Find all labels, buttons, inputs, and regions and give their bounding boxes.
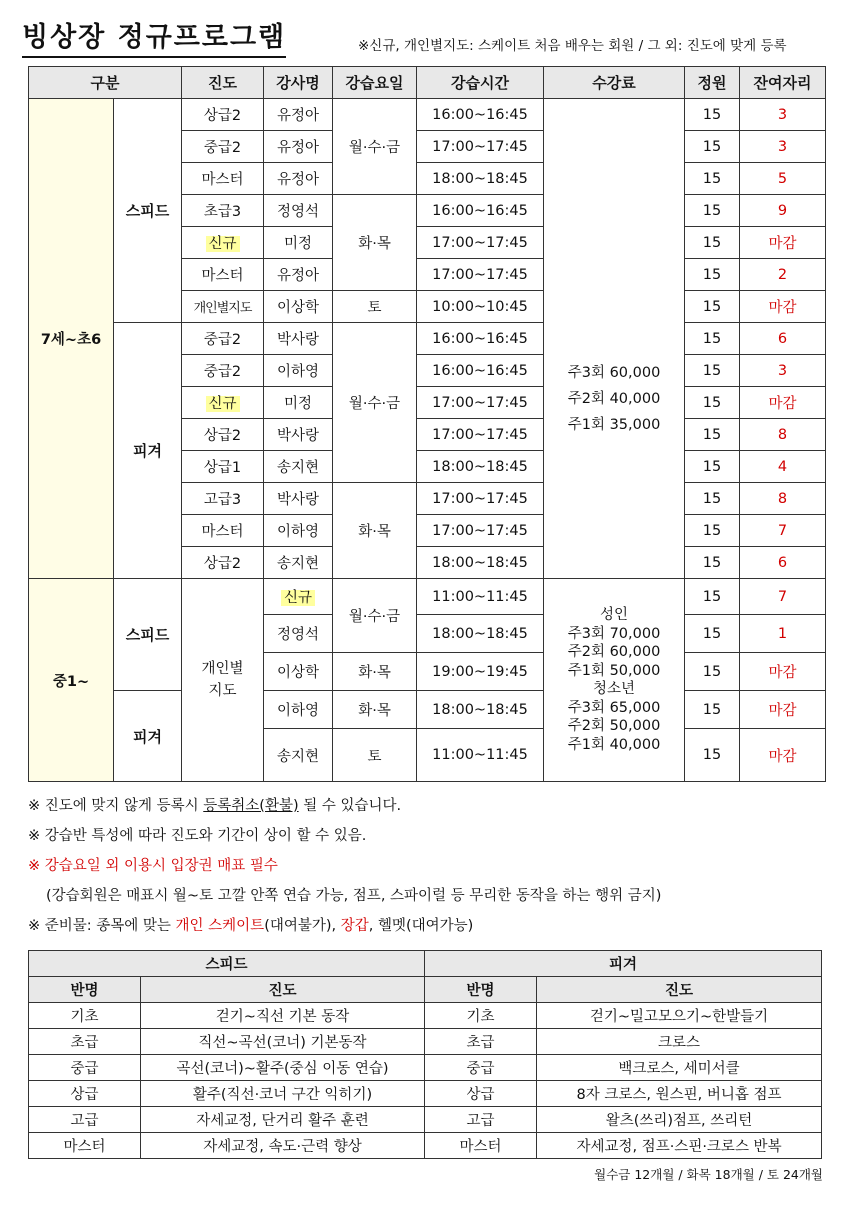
remaining-cell: 6 (740, 547, 826, 579)
sport-speed: 스피드 (114, 579, 182, 691)
figure-progress: 왈츠(쓰리)점프, 쓰리턴 (537, 1107, 822, 1133)
time-cell: 16:00~16:45 (417, 355, 544, 387)
remaining-cell: 마감 (740, 291, 826, 323)
note-text: ※ 진도에 맞지 않게 등록시 (28, 798, 204, 814)
highlighted-level: 신규 (206, 396, 240, 412)
remaining-cell: 3 (740, 355, 826, 387)
days-cell: 월·수·금 (333, 323, 417, 483)
time-cell: 16:00~16:45 (417, 323, 544, 355)
schedule-table (28, 66, 826, 782)
level-col-class: 반명 (425, 977, 537, 1003)
remaining-cell: 2 (740, 259, 826, 291)
fee-line: 주3회 70,000 (567, 625, 661, 642)
days-cell: 토 (333, 729, 417, 782)
level-cell: 마스터 (182, 259, 264, 291)
speed-progress: 활주(직선·코너 구간 익히기) (141, 1081, 425, 1107)
header-category: 구분 (29, 67, 182, 99)
teacher-cell: 미정 (264, 227, 333, 259)
level-cell: 초급3 (182, 195, 264, 227)
time-cell: 18:00~18:45 (417, 615, 544, 653)
table-row (29, 323, 826, 355)
time-cell: 17:00~17:45 (417, 387, 544, 419)
fee-line: 주2회 50,000 (567, 718, 661, 734)
age-group-junior: 7세~초6 (29, 99, 114, 579)
sport-figure: 피겨 (114, 691, 182, 782)
note-red: 장갑 (340, 918, 369, 934)
capacity-cell: 15 (685, 195, 740, 227)
class-name: 마스터 (425, 1133, 537, 1159)
highlighted-level: 신규 (281, 590, 315, 606)
note-text: (대여불가), (264, 918, 341, 934)
time-cell: 17:00~17:45 (417, 259, 544, 291)
individual-lesson-cell (182, 579, 264, 782)
teacher-cell: 박사랑 (264, 419, 333, 451)
teacher-cell: 이하영 (264, 691, 333, 729)
individual-line: 개인별 (201, 661, 244, 677)
class-name: 고급 (425, 1107, 537, 1133)
teacher-cell: 유정아 (264, 163, 333, 195)
capacity-cell: 15 (685, 691, 740, 729)
days-cell: 월·수·금 (333, 579, 417, 653)
remaining-cell: 7 (740, 515, 826, 547)
time-cell: 18:00~18:45 (417, 547, 544, 579)
time-cell: 17:00~17:45 (417, 131, 544, 163)
level-cell: 중급2 (182, 131, 264, 163)
remaining-cell: 5 (740, 163, 826, 195)
note-practice: (강습회원은 매표시 월~토 고깔 안쪽 연습 가능, 점프, 스파이럴 등 무리한 동작을 하는 행위 금지) (46, 888, 662, 904)
figure-progress: 걷기~밀고모으기~한발들기 (537, 1003, 822, 1029)
header-remaining: 잔여자리 (740, 67, 826, 99)
speed-progress: 직선~곡선(코너) 기본동작 (141, 1029, 425, 1055)
teacher-cell (264, 579, 333, 615)
level-row (29, 1081, 822, 1107)
level-row (29, 1133, 822, 1159)
remaining-cell: 마감 (740, 691, 826, 729)
time-cell: 17:00~17:45 (417, 515, 544, 547)
class-name: 중급 (29, 1055, 141, 1081)
header-time: 강습시간 (417, 67, 544, 99)
level-cell: 마스터 (182, 163, 264, 195)
class-name: 초급 (425, 1029, 537, 1055)
sport-figure: 피겨 (114, 323, 182, 579)
teacher-cell: 정영석 (264, 615, 333, 653)
note-ticket: ※ 강습요일 외 이용시 입장권 매표 필수 (28, 858, 278, 874)
days-cell: 화·목 (333, 195, 417, 291)
remaining-cell: 6 (740, 323, 826, 355)
capacity-cell: 15 (685, 579, 740, 615)
level-cell: 중급2 (182, 323, 264, 355)
remaining-cell: 마감 (740, 387, 826, 419)
fee-line: 주1회 35,000 (567, 416, 661, 433)
header-capacity: 정원 (685, 67, 740, 99)
fee-line: 청소년 (593, 681, 636, 697)
table-row (29, 691, 826, 729)
fee-line: 주3회 65,000 (567, 699, 661, 716)
speed-progress: 걷기~직선 기본 동작 (141, 1003, 425, 1029)
fee-cell-senior (544, 579, 685, 782)
duration-footer: 월수금 12개월 / 화목 18개월 / 토 24개월 (594, 1167, 823, 1182)
fee-line: 주1회 50,000 (567, 662, 661, 679)
header-level: 진도 (182, 67, 264, 99)
teacher-cell: 미정 (264, 387, 333, 419)
days-cell: 토 (333, 291, 417, 323)
note-red: 개인 스케이트 (175, 918, 265, 934)
time-cell: 18:00~18:45 (417, 691, 544, 729)
level-table (28, 950, 822, 1159)
level-col-progress: 진도 (141, 977, 425, 1003)
level-header-speed: 스피드 (29, 951, 425, 977)
fee-line: 주2회 40,000 (567, 390, 661, 407)
header-days: 강습요일 (333, 67, 417, 99)
level-row (29, 1029, 822, 1055)
capacity-cell: 15 (685, 451, 740, 483)
note-period: ※ 강습반 특성에 따라 진도와 기간이 상이 할 수 있음. (28, 828, 367, 844)
time-cell: 11:00~11:45 (417, 729, 544, 782)
speed-progress: 자세교정, 속도·근력 향상 (141, 1133, 425, 1159)
teacher-cell: 송지현 (264, 547, 333, 579)
teacher-cell: 유정아 (264, 99, 333, 131)
table-row (29, 99, 826, 131)
remaining-cell: 3 (740, 99, 826, 131)
teacher-cell: 송지현 (264, 729, 333, 782)
remaining-cell: 9 (740, 195, 826, 227)
class-name: 상급 (425, 1081, 537, 1107)
time-cell: 17:00~17:45 (417, 483, 544, 515)
speed-progress: 자세교정, 단거리 활주 훈련 (141, 1107, 425, 1133)
capacity-cell: 15 (685, 387, 740, 419)
remaining-cell: 마감 (740, 729, 826, 782)
class-name: 기초 (29, 1003, 141, 1029)
time-cell: 16:00~16:45 (417, 99, 544, 131)
teacher-cell: 이하영 (264, 515, 333, 547)
individual-line: 지도 (208, 683, 237, 699)
table-row (29, 579, 826, 615)
days-cell: 월·수·금 (333, 99, 417, 195)
level-cell: 고급3 (182, 483, 264, 515)
highlighted-level: 신규 (206, 236, 240, 252)
age-group-senior: 중1~ (29, 579, 114, 782)
page-title: 빙상장 정규프로그램 (22, 22, 286, 58)
level-group-header (29, 951, 822, 977)
teacher-cell: 박사랑 (264, 323, 333, 355)
capacity-cell: 15 (685, 259, 740, 291)
teacher-cell: 송지현 (264, 451, 333, 483)
remaining-cell: 마감 (740, 653, 826, 691)
remaining-cell: 마감 (740, 227, 826, 259)
capacity-cell: 15 (685, 729, 740, 782)
level-cell: 개인별지도 (182, 291, 264, 323)
capacity-cell: 15 (685, 163, 740, 195)
level-col-progress: 진도 (537, 977, 822, 1003)
teacher-cell: 박사랑 (264, 483, 333, 515)
capacity-cell: 15 (685, 291, 740, 323)
remaining-cell: 7 (740, 579, 826, 615)
level-cell: 마스터 (182, 515, 264, 547)
registration-note: ※신규, 개인별지도: 스케이트 처음 배우는 회원 / 그 외: 진도에 맞게 등록 (358, 38, 787, 54)
time-cell: 16:00~16:45 (417, 195, 544, 227)
level-col-class: 반명 (29, 977, 141, 1003)
capacity-cell: 15 (685, 483, 740, 515)
teacher-cell: 유정아 (264, 259, 333, 291)
remaining-cell: 8 (740, 483, 826, 515)
teacher-cell: 이하영 (264, 355, 333, 387)
time-cell: 18:00~18:45 (417, 163, 544, 195)
note-text: 될 수 있습니다. (298, 798, 402, 814)
sport-speed: 스피드 (114, 99, 182, 323)
capacity-cell: 15 (685, 653, 740, 691)
level-cell: 상급1 (182, 451, 264, 483)
level-cell (182, 387, 264, 419)
level-row (29, 1055, 822, 1081)
time-cell: 11:00~11:45 (417, 579, 544, 615)
capacity-cell: 15 (685, 419, 740, 451)
capacity-cell: 15 (685, 547, 740, 579)
days-cell: 화·목 (333, 483, 417, 579)
note-text: , 헬멧(대여가능) (368, 918, 474, 934)
teacher-cell: 이상학 (264, 291, 333, 323)
note-text: ※ 준비물: 종목에 맞는 (28, 918, 176, 934)
capacity-cell: 15 (685, 227, 740, 259)
fee-line: 주3회 60,000 (567, 364, 661, 381)
class-name: 기초 (425, 1003, 537, 1029)
time-cell: 17:00~17:45 (417, 227, 544, 259)
note-equipment (28, 912, 838, 942)
class-name: 고급 (29, 1107, 141, 1133)
capacity-cell: 15 (685, 355, 740, 387)
days-cell: 화·목 (333, 653, 417, 691)
level-row (29, 1003, 822, 1029)
fee-line: 주2회 60,000 (567, 644, 661, 660)
teacher-cell: 정영석 (264, 195, 333, 227)
class-name: 초급 (29, 1029, 141, 1055)
level-cell: 상급2 (182, 547, 264, 579)
capacity-cell: 15 (685, 515, 740, 547)
remaining-cell: 1 (740, 615, 826, 653)
level-row (29, 1107, 822, 1133)
remaining-cell: 4 (740, 451, 826, 483)
capacity-cell: 15 (685, 615, 740, 653)
level-column-header (29, 977, 822, 1003)
level-cell: 중급2 (182, 355, 264, 387)
speed-progress: 곡선(코너)~활주(중심 이동 연습) (141, 1055, 425, 1081)
notes-section (28, 792, 838, 942)
capacity-cell: 15 (685, 99, 740, 131)
level-cell: 상급2 (182, 419, 264, 451)
figure-progress: 자세교정, 점프·스핀·크로스 반복 (537, 1133, 822, 1159)
level-cell (182, 227, 264, 259)
class-name: 중급 (425, 1055, 537, 1081)
header-teacher: 강사명 (264, 67, 333, 99)
days-cell: 화·목 (333, 691, 417, 729)
class-name: 상급 (29, 1081, 141, 1107)
figure-progress: 백크로스, 세미서클 (537, 1055, 822, 1081)
fee-line: 성인 (600, 607, 629, 623)
teacher-cell: 유정아 (264, 131, 333, 163)
remaining-cell: 3 (740, 131, 826, 163)
capacity-cell: 15 (685, 131, 740, 163)
class-name: 마스터 (29, 1133, 141, 1159)
level-header-figure: 피겨 (425, 951, 822, 977)
figure-progress: 8자 크로스, 원스핀, 버니홉 점프 (537, 1081, 822, 1107)
note-underlined: 등록취소(환불) (203, 798, 299, 814)
fee-cell-junior (544, 99, 685, 579)
capacity-cell: 15 (685, 323, 740, 355)
time-cell: 18:00~18:45 (417, 451, 544, 483)
header-fee: 수강료 (544, 67, 685, 99)
figure-progress: 크로스 (537, 1029, 822, 1055)
fee-line: 주1회 40,000 (567, 736, 661, 753)
time-cell: 10:00~10:45 (417, 291, 544, 323)
header-row (29, 67, 826, 99)
remaining-cell: 8 (740, 419, 826, 451)
note-refund (28, 792, 838, 822)
teacher-cell: 이상학 (264, 653, 333, 691)
time-cell: 19:00~19:45 (417, 653, 544, 691)
time-cell: 17:00~17:45 (417, 419, 544, 451)
level-cell: 상급2 (182, 99, 264, 131)
